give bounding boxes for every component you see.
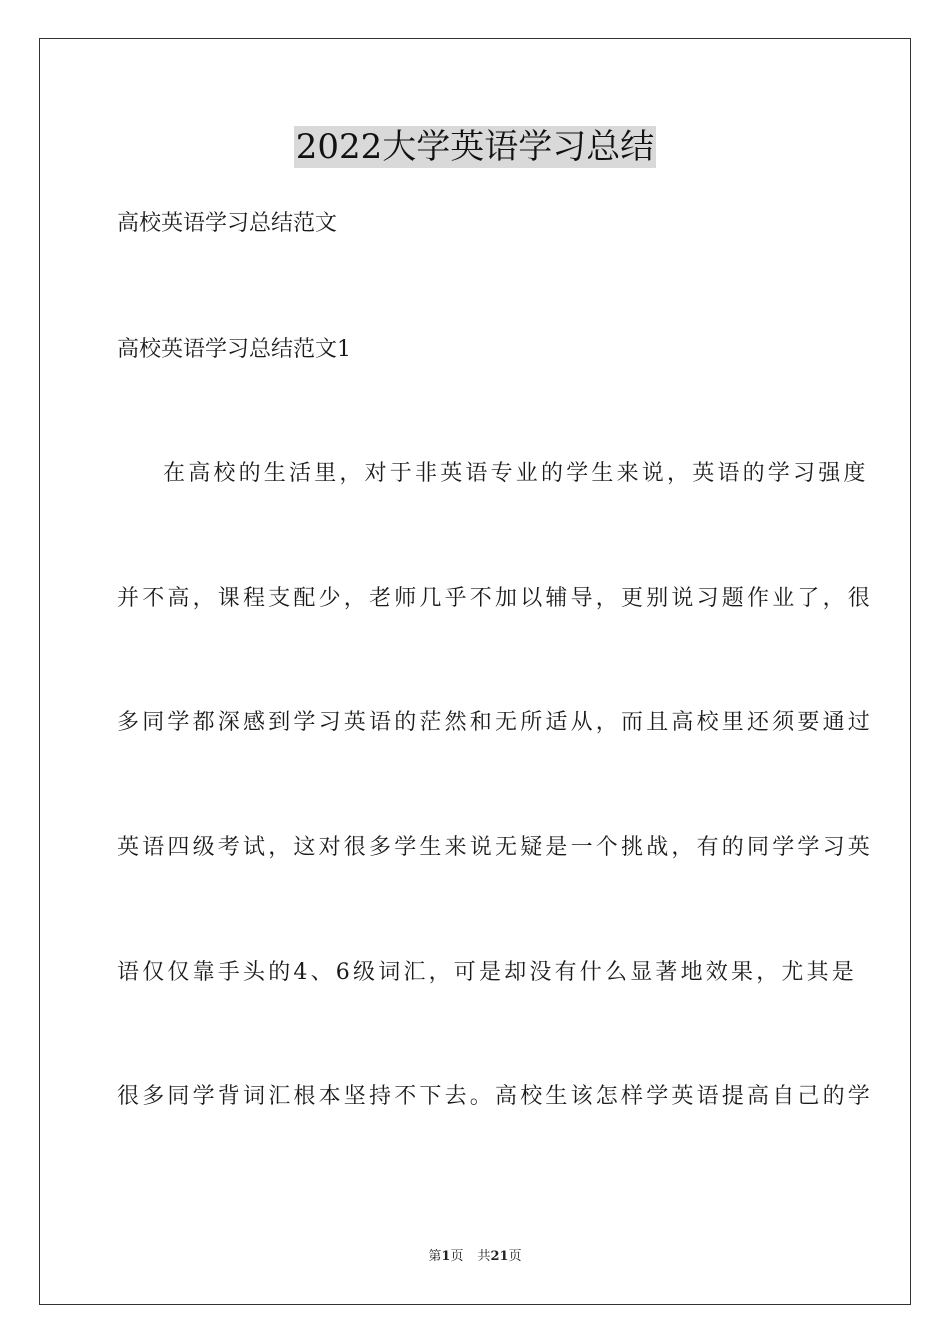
section-heading: 高校英语学习总结范文1 xyxy=(117,337,351,362)
paragraph-line: 并不高，课程支配少，老师几乎不加以辅导，更别说习题作业了，很 xyxy=(117,586,874,611)
paragraph-line: 英语四级考试，这对很多学生来说无疑是一个挑战，有的同学学习英 xyxy=(117,835,874,860)
document-title: 2022大学英语学习总结 xyxy=(295,127,655,167)
page-footer xyxy=(0,1248,950,1266)
total-suffix: 页 xyxy=(508,1249,522,1264)
page-suffix: 页 xyxy=(450,1249,464,1264)
paragraph-line: 很多同学背词汇根本坚持不下去。高校生该怎样学英语提高自己的学 xyxy=(117,1084,874,1109)
total-prefix: 共 xyxy=(477,1249,491,1264)
paragraph-line: 在高校的生活里，对于非英语专业的学生来说，英语的学习强度 xyxy=(163,461,869,486)
page-number: 1 xyxy=(441,1249,451,1264)
total-pages: 21 xyxy=(490,1249,509,1264)
paragraph-line: 多同学都深感到学习英语的茫然和无所适从，而且高校里还须要通过 xyxy=(117,710,874,735)
document-subtitle: 高校英语学习总结范文 xyxy=(117,211,338,236)
title-container xyxy=(0,126,950,168)
paragraph-line: 语仅仅靠手头的4、6级词汇，可是却没有什么显著地效果，尤其是 xyxy=(117,960,857,985)
page-prefix: 第 xyxy=(428,1249,442,1264)
